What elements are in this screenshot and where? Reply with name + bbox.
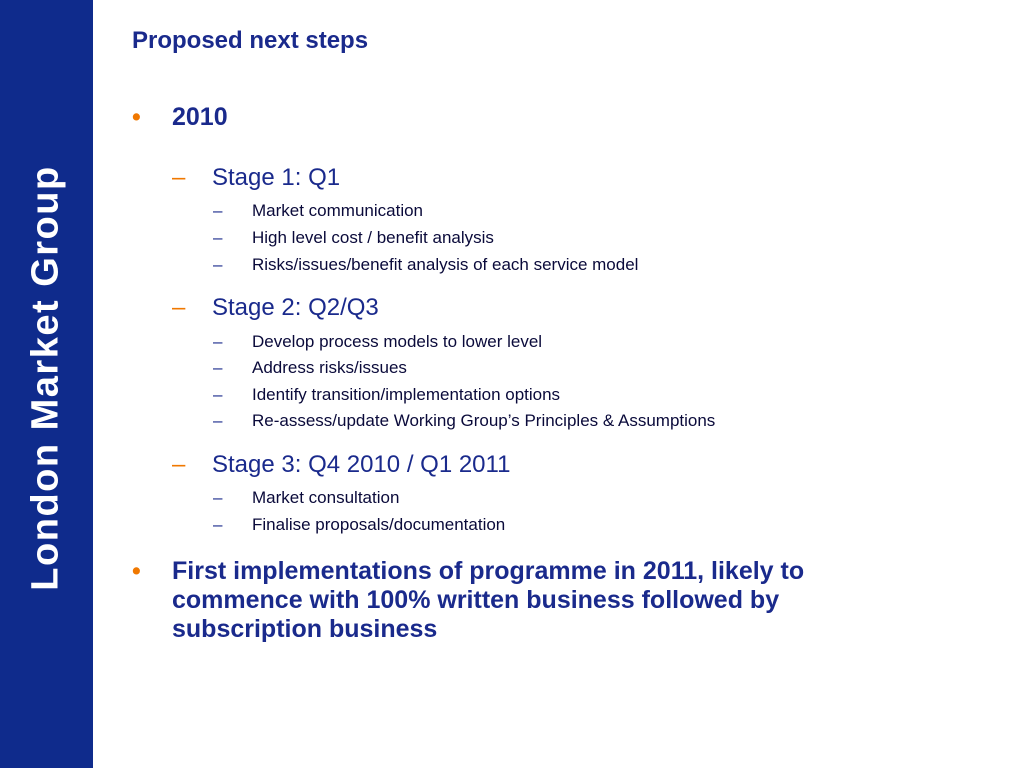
bullet-dot-icon: • bbox=[132, 103, 141, 131]
dash-icon: – bbox=[213, 358, 223, 377]
dash-icon: – bbox=[213, 228, 223, 247]
dash-icon: – bbox=[213, 488, 223, 507]
dash-icon: – bbox=[213, 385, 223, 404]
stage-label: Stage 1: Q1 bbox=[212, 164, 341, 191]
stage-label: Stage 3: Q4 2010 / Q1 2011 bbox=[212, 451, 511, 478]
dash-icon: – bbox=[213, 411, 223, 430]
sidebar bbox=[0, 0, 93, 768]
slide-title: Proposed next steps bbox=[132, 27, 369, 54]
brand-logo-text: London Market Group bbox=[24, 165, 67, 591]
dash-icon: – bbox=[172, 164, 186, 191]
dash-icon: – bbox=[213, 255, 223, 274]
closing-bullet-text: First implementations of programme in 2011, likely to commence with 100% written business followed by subscription business bbox=[172, 557, 805, 643]
bullet-year-text: 2010 bbox=[172, 103, 228, 131]
dash-icon: – bbox=[172, 294, 186, 321]
dash-icon: – bbox=[213, 201, 223, 220]
bullet-dot-icon: • bbox=[132, 557, 141, 585]
dash-icon: – bbox=[213, 515, 223, 534]
stage-label: Stage 2: Q2/Q3 bbox=[212, 294, 379, 321]
dash-icon: – bbox=[172, 451, 186, 478]
dash-icon: – bbox=[213, 332, 223, 351]
